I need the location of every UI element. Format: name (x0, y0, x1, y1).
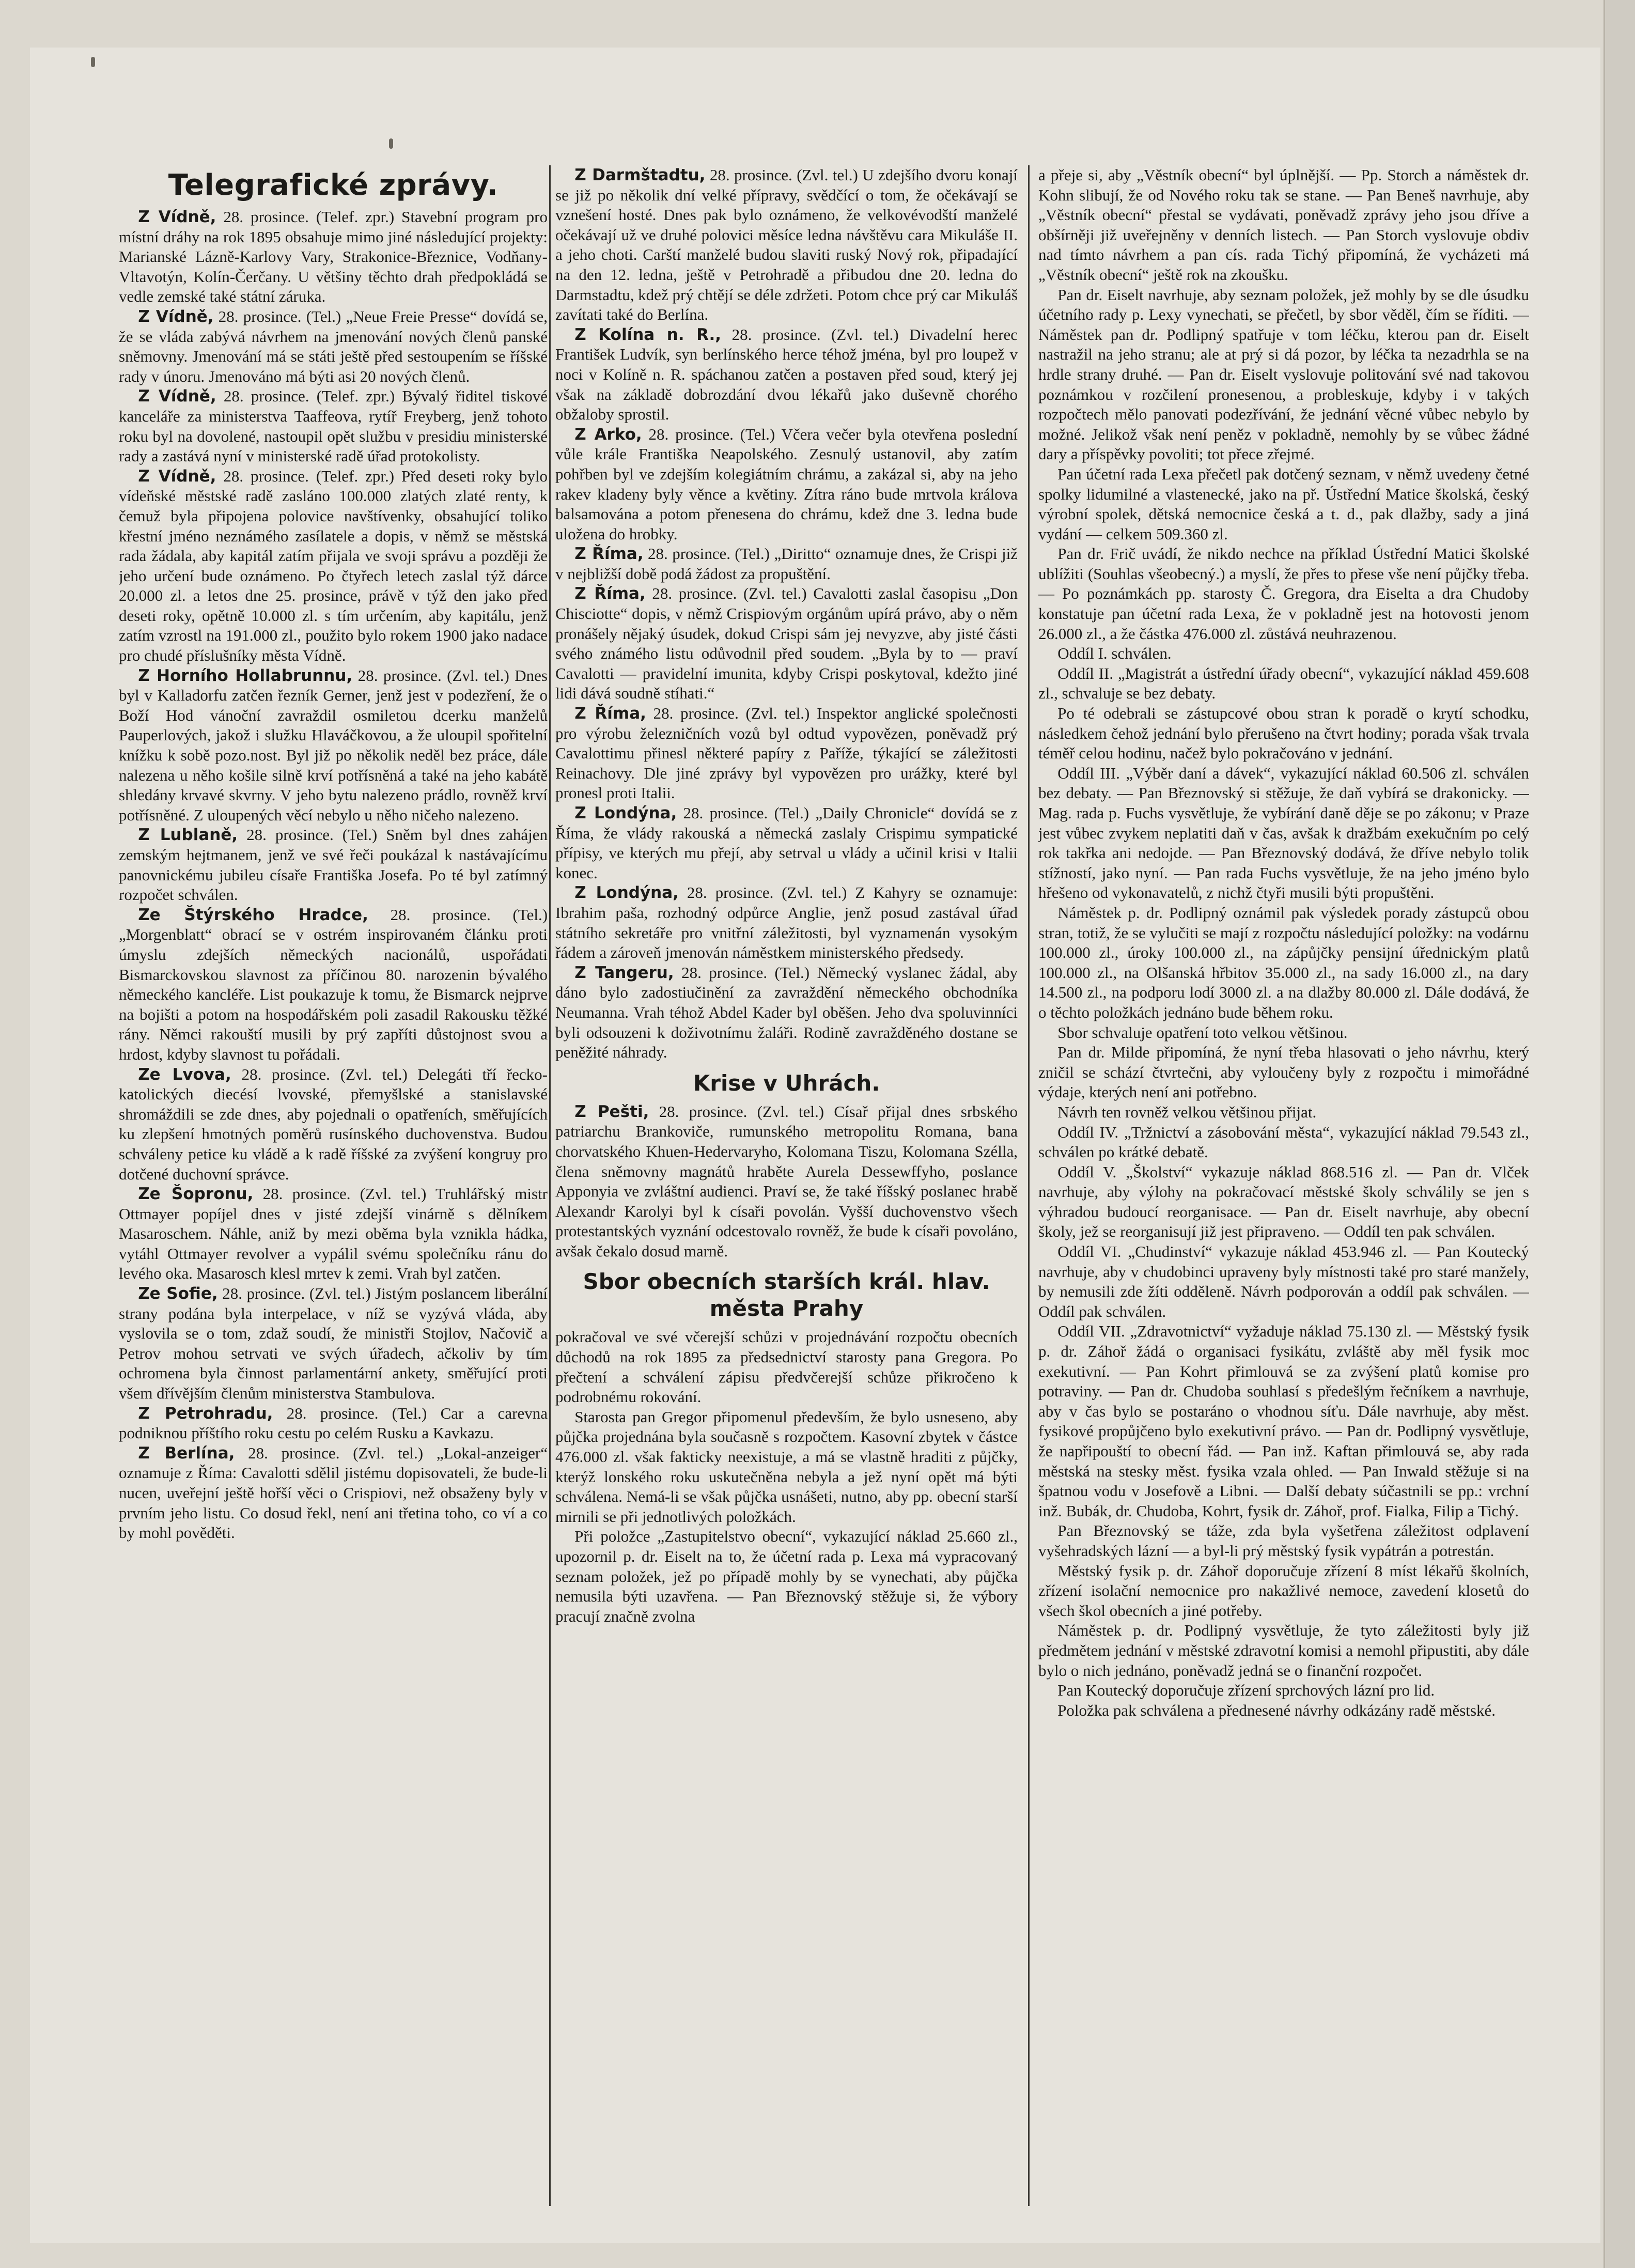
dateline: Ze Lvova, (138, 1065, 231, 1084)
column-right (1038, 165, 1529, 2206)
telegram-item (119, 905, 548, 1065)
telegram-text: 28. prosince. (Tel.) „Morgenblatt“ obrací se v ostrém inspirovaném článku proti úmyslu zdejších německých nacionálů, uspořádati Bismarckovskou slavnost za příčinou 80. narozenin bývalého německého kancléře. List poukazuje k tomu, že Bismarck nejprve na bojišti a potom na hospodářském poli zasadil Rakousku těžké rány. Němci rakouští musili by prý zapříti důstojnost svou a hrdost, kdyby slavnost tu pořádali. (119, 905, 548, 1063)
paragraph: Oddíl V. „Školství“ vykazuje náklad 868.516 zl. — Pan dr. Vlček navrhuje, aby výlohy na pokračovací městské školy schválily se jen s výhradou budoucí reorganisace. — Pan dr. Eiselt navrhuje, aby obecní školy, jež se reorganisují již jest připraveno. — Oddíl ten pak schválen. (1038, 1162, 1529, 1241)
telegram-item (555, 325, 1018, 425)
section-body (555, 1102, 1018, 1262)
telegram-list (119, 207, 548, 1543)
telegram-text: 28. prosince. (Telef. zpr.) Před deseti roky bylo vídeňské městské radě zasláno 100.000 zlatých zlaté renty, k čemuž byla připojena polovice navštívenky, obsahující toliko křestní jméno neznámého zasílatele a dopis, v němž se městská rada žádala, aby kapitál zatím přijala ve svoji správu a později že jeho určení bude oznámeno. Po čtyřech letech zaslal týž dárce 20.000 zl. a letos dne 25. prosince, právě v týž den jako před deseti roky, opětně 10.000 zl. s tím určením, aby kapitálu, jenž zatím vzrostl na 191.000 zl., použito bylo rokem 1900 jako nadace pro chudé příslušníky města Vídně. (119, 467, 548, 665)
dateline: Z Tangeru, (574, 963, 674, 982)
dateline: Z Darmštadtu, (574, 166, 706, 184)
paragraph: Městský fysik p. dr. Záhoř doporučuje zřízení 8 míst lékařů školních, zřízení isolační nemocnice pro nakažlivé nemoce, zavedení klosetů do všech škol obecních a jiné potřeby. (1038, 1561, 1529, 1620)
telegram-item (119, 207, 548, 307)
telegram-item (119, 1404, 548, 1443)
column-middle (555, 165, 1018, 2206)
telegram-item (119, 1184, 548, 1284)
paragraph: Oddíl VII. „Zdravotnictví“ vyžaduje náklad 75.130 zl. — Městský fysik p. dr. Záhoř žádá o organisaci fysikátu, zvláště aby měl fysik moc exekutivní. — Pan Kohrt přimlouvá se za zvýšení platů komise pro potraviny. — Pan dr. Chudoba souhlasí s předešlým řečníkem a navrhuje, aby v čas bylo se postaráno o vhodnou síťu. Dále navrhuje, aby měst. fysikové propůjčeno bylo exekutivní právo. — Pan dr. Podlipný vysvětluje, že napřipouští to obecní řád. — Pan inž. Kaftan přimlouvá se, aby rada městská na stesky měst. fysika vzala ohled. — Pan Inwald stěžuje si na špatnou vodu v Josefově a Libni. — Další debaty súčastnili se pp.: vrchní inž. Bubák, dr. Chudoba, Kohrt, fysik dr. Záhoř, prof. Fialka, Filip a Tichý. (1038, 1322, 1529, 1520)
paragraph: Oddíl IV. „Tržnictví a zásobování města“, vykazující náklad 79.543 zl., schválen po krátké debatě. (1038, 1123, 1529, 1161)
telegram-text: 28. prosince. (Zvl. tel.) Truhlářský mistr Ottmayer popíjel dnes v jisté zdejší vinárně s dělníkem Masaroschem. Náhle, aniž by mezi oběma byla vznikla hádka, vytáhl Ottmayer revolver a vypálil svému společníku ránu do levého oka. Masarosch klesl mrtev k zemi. Vrah byl zatčen. (119, 1185, 548, 1283)
paragraph: Oddíl VI. „Chudinství“ vykazuje náklad 453.946 zl. — Pan Koutecký navrhuje, aby v chudobinci upraveny byly místnosti také pro staré manžely, by nemusili zde žíti odděleně. Návrh podporován a oddíl pak schválen. — Oddíl pak schválen. (1038, 1242, 1529, 1321)
paragraph: Starosta pan Gregor připomenul především, že bylo usneseno, aby půjčka projednána byla současně s rozpočtem. Kasovní zbytek v částce 476.000 zl. však fakticky neexistuje, a má se vlastně hraditi z půjčky, kterýž lonského roku uskutečněna nebyla a jež nyní opět má býti schválena. Nemá-li se však půjčka usnášeti, nutno, aby pp. obecní starší mirnili se při jednotlivých položkách. (555, 1407, 1018, 1526)
telegram-text: 28. prosince. (Zvl. tel.) Cavalotti zaslal časopisu „Don Chisciotte“ dopis, v němž Crispiovým orgánům upírá právo, aby o něm pronášely nějaký úsudek, dokud Crispi sám jej nevyzve, aby jisté části svého známého listu odůvodnil před soudem. „Byla by to — praví Cavalotti — pravidelní imunita, kdyby Crispi poskytoval, kdežto jiné lidi dává soudně stíhati.“ (555, 584, 1018, 703)
dateline: Z Londýna, (574, 883, 679, 903)
dateline: Z Londýna, (574, 804, 677, 822)
dateline: Z Arko, (574, 425, 642, 444)
telegram-text: 28. prosince. (Zvl. tel.) Z Kahyry se oznamuje: Ibrahim paša, rozhodný odpůrce Anglie, jenž posud zastával úřad státního sekretáře pro vnitřní záležitosti, byl vyznamenán vysokým řádem a zároveň jmenován náměstkem ministerského předsedy. (555, 883, 1018, 962)
telegram-item (555, 584, 1018, 704)
telegram-item (555, 1102, 1018, 1262)
telegram-item (555, 425, 1018, 545)
dateline: Z Pešti, (574, 1102, 649, 1121)
dateline: Ze Sofie, (138, 1284, 218, 1303)
dateline: Z Horního Hollabrunnu, (138, 666, 353, 685)
telegram-text: 28. prosince. (Tel.) „Neue Freie Presse“ dovídá se, že se vláda zabývá návrhem na jmenování nových členů panské sněmovny. Jmenování má se státi ještě před sestoupením se říšské rady v únoru. Jmenováno má býti asi 20 nových členů. (119, 307, 548, 385)
paragraph: Pan Koutecký doporučuje zřízení sprchových lázní pro lid. (1057, 1681, 1435, 1700)
paragraph: Po té odebrali se zástupcové obou stran k poradě o krytí schodku, následkem čehož jednání bylo přerušeno na čtvrt hodiny; porada však trvala téměř celou hodinu, načež bylo pokračováno v jednání. (1038, 704, 1529, 763)
paragraph: Při položce „Zastupitelstvo obecní“, vykazující náklad 25.660 zl., upozornil p. dr. Eiselt na to, že účetní rada p. Lexa má vypracovaný seznam položek, jež po případě mohly by se vynechati, aby půjčka nemusila býti uzavřena. — Pan Březnovský stěžuje si, že výbory pracují značně zvolna (555, 1527, 1018, 1625)
telegram-text: 28. prosince. (Tel.) „Diritto“ oznamuje dnes, že Crispi již v nejbližší době podá žádost za propuštění. (555, 545, 1018, 583)
telegram-item (555, 963, 1018, 1063)
section-title: Krise v Uhrách. (693, 1070, 880, 1096)
telegram-text: 28. prosince. (Telef. zpr.) Bývalý řiditel tiskové kanceláře za ministerstva Taaffeova, rytíř Freyberg, jenž tohoto roku byl na dovolené, nastoupil opět službu v presidiu ministerské rady a zastává nyní v ministerské radě úřad protokolisty. (119, 387, 548, 465)
paragraph: Náměstek p. dr. Podlipný vysvětluje, že tyto záležitosti byly již předmětem jednání v městské zdravotní komisi a nemohl připustiti, aby dále bylo o nich jednáno, poněvadž jedná se o finanční rozpočet. (1038, 1621, 1529, 1680)
paragraph: Pan dr. Milde připomíná, že nyní třeba hlasovati o jeho návrhu, který zničil se schází čtvrtečni, aby vyloučeny byly z rozpočtu i mimořádné výdaje, kterých není ani potřebno. (1038, 1043, 1529, 1101)
section-body (555, 1327, 1018, 1626)
print-speck (389, 138, 393, 149)
paragraph: Oddíl III. „Výběr daní a dávek“, vykazující náklad 60.506 zl. schválen bez debaty. — Pan Březnovský si stěžuje, že daň vybírá se drakonicky. — Mag. rada p. Fuchs vysvětluje, že vybírání daně děje se po zákonu; v Praze jest vůbec zvykem neplatiti daň v čas, avšak k dražbám exekučním po celý rok takřka ani nedojde. — Pan Březnovský dodává, že dříve nebylo tolik stížností, jako nyní. — Pan rada Fuchs vysvětluje, že na jeho jméno bylo hřešeno od vykonavatelů, z nichž čtyři musili býti propuštěni. (1038, 764, 1529, 902)
telegram-text: 28. prosince. (Tel.) Včera večer byla otevřena poslední vůle krále Františka Neapolského. Zesnulý ustanovil, aby zatím pohřben byl ve zdejším kolegiátním chrámu, a zakázal si, aby na jeho rakev kladeny byly věnce a květiny. Zítra ráno bude mrtvola králova balsamována a potom přenesena do chrámu, kdež dne 3. ledna bude uložena do hrobky. (555, 425, 1018, 543)
page-title: Telegrafické zprávy. (168, 168, 499, 202)
dateline: Z Petrohradu, (138, 1404, 273, 1423)
paragraph: Náměstek p. dr. Podlipný oznámil pak výsledek porady zástupců obou stran, totiž, že se vylučiti se mají z rozpočtu následující položky: na vodárnu 100.000 zl., úroky 100.000 zl., na zápůjčky pensijní úřednickým platů 100.000 zl., na Olšanská hřbitov 35.000 zl., na sady 16.000 zl., na dary 14.500 zl., na podporu lodí 3000 zl. a na dlažby 80.000 zl. Dále dodává, že o těchto položkách jednáno bude během roku. (1038, 903, 1529, 1021)
telegram-text: 28. prosince. (Tel.) Německý vyslanec žádal, aby dáno bylo zadostiučinění za zavraždění německého obchodníka Neumanna. Vrah téhož Abdel Kader byl oběšen. Jeho dva spoluvinníci byli odsouzeni k doživotnímu žaláři. Rodině zavražděného dostane se peněžité náhrady. (555, 963, 1018, 1062)
telegram-text: 28. prosince. (Zvl. tel.) Jistým poslancem liberální strany podána byla interpelace, v níž se vyzývá vláda, aby vyslovila se o tom, zdaž soudí, že ministři Stojlov, Načovič a Petrov mohou setrvati ve svých úřadech, ačkoliv by tím ochromena byla činnost parlamentární ankety, směřující proti všem dřívějším členům ministerstva Stambulova. (119, 1284, 548, 1403)
paragraph: Sbor schvaluje opatření toto velkou většinou. (1057, 1023, 1348, 1042)
column-rule (549, 165, 551, 2206)
section-title: Sbor obecních starších král. hlav. města Prahy (583, 1269, 990, 1322)
paragraph: Pan Březnovský se táže, zda byla vyšetřena záležitost odplavení vyšehradských lázní — a byl-li prý městský fysik vypátrán a potrestán. (1038, 1521, 1529, 1560)
telegram-text: 28. prosince. (Telef. zpr.) Stavební program pro místní dráhy na rok 1895 obsahuje mimo jiné následující projekty: Marianské Lázně-Karlovy Vary, Strakonice-Březnice, Vodňany-Vltavotýn, Kolín-Čerčany. U většiny těchto drah předpokládá se vedle zemské také státní záruka. (119, 208, 548, 306)
dateline: Z Říma, (574, 584, 646, 603)
paragraph: Pan dr. Eiselt navrhuje, aby seznam položek, jež mohly by se dle úsudku účetního rady p. Lexy vynechati, se přečetl, by sbor věděl, čím se říditi. — Náměstek pan dr. Podlipný spatřuje v tom léčku, kterou pan dr. Eiselt nastražil na jeho stranu; ale at prý si dá pozor, by léčka ta nezadrhla se na hrdle strany druhé. — Pan dr. Eiselt vyslovuje politování své nad takovou poznámkou v rozčilení pronesenou, a probleskuje, kdyby i v takých rozpočtech mělo panovati podezřívání, že jednání věcné vůbec nebylo by možné. Jelikož však není peněz v pokladně, nemohly by se vůbec žádné dary a příspěvky povoliti; tot přece zřejmé. (1038, 285, 1529, 463)
dateline: Ze Šopronu, (138, 1185, 254, 1204)
telegram-text: 28. prosince. (Zvl. tel.) Divadelní herec František Ludvík, syn berlínského herce téhož jména, byl pro loupež v noci v Kolíně n. R. spáchanou zatčen a postaven před soud, který jej však na základě dobrozdání dvou lékařů jako duševně chorého obžaloby sprostil. (555, 325, 1018, 424)
dateline: Z Vídně, (138, 208, 216, 226)
telegram-item (119, 1443, 548, 1543)
telegram-text: 28. prosince. (Zvl. tel.) Dnes byl v Kalladorfu zatčen řezník Gerner, jenž jest v podezření, že o Boží Hod vánoční zavraždil osmiletou dcerku manželů Pauperlových, jakož i služku Hlaváčkovou, a že uloupil spořitelní knížku k sobě pozo.nost. Byl již po několik neděl bez práce, dále nalezena u něho košile silně krví potřísněná a také na jeho kabátě shledány krvavé skvrny. V jeho bytu nalezeno prádlo, rovněž krví potřísněné. Z uloupených věcí nebylo u něho ničeho nalezeno. (119, 666, 548, 824)
telegram-item (555, 165, 1018, 325)
telegram-item (119, 825, 548, 905)
telegram-text: 28. prosince. (Zvl. tel.) „Lokal-anzeiger“ oznamuje z Říma: Cavalotti sdělil jistému dopisovateli, že bude-li nucen, uveřejní ještě hořší věci o Crispiovi, než obsaženy byly v prvním jeho listu. Co dosud řekl, není ani třetina toho, co ví a co by mohl pověděti. (119, 1443, 548, 1542)
dateline: Z Říma, (574, 704, 646, 723)
dateline: Z Vídně, (138, 387, 216, 406)
telegram-text: 28. prosince. (Zvl. tel.) Inspektor anglické společnosti pro výrobu železničních vozů byl odtud vypovězen, poněvadž prý Cavalottimu přinesl některé papíry z Paříže, týkající se záležitosti Reinachovy. Dle jiné zprávy byl vypovězen pro urážky, které byl pronesl proti Italii. (555, 704, 1018, 802)
telegram-item (555, 803, 1018, 883)
telegram-item (119, 666, 548, 826)
paragraph: Pan dr. Frič uvádí, že nikdo nechce na příklad Ústřední Matici školské ublížiti (Souhlas všeobecný.) a myslí, že přes to přese vše není půjčky třeba. — Po poznámkách pp. starosty Č. Gregora, dra Eiselta a dra Chudoby konstatuje pan účetní rada Lexa, že v pokladně jest na hotovosti jenom 26.000 zl., a že částka 476.000 zl. zůstává neuhrazenou. (1038, 545, 1529, 643)
paragraph: Položka pak schválena a přednesené návrhy odkázány radě městské. (1057, 1701, 1496, 1719)
paragraph: Oddíl I. schválen. (1057, 644, 1172, 663)
dateline: Z Říma, (574, 545, 644, 564)
telegram-item (555, 544, 1018, 584)
dateline: Ze Štýrského Hradce, (138, 905, 368, 924)
telegram-item (119, 1065, 548, 1185)
telegram-item (119, 1284, 548, 1404)
paragraph: a přeje si, aby „Věstník obecní“ byl úplnější. — Pp. Storch a náměstek dr. Kohn slibují, že od Nového roku tak se stane. — Pan Beneš navrhuje, aby „Věstník obecní“ přestal se vydávati, poněvadž zprávy jeho jsou dříve a obšírněji již uveřejněny v denních listech. — Pan Storch vyslovuje obdiv nad tímto návrhem a pan cís. rada Tichý připomíná, že vycházeti má „Věstník obecní“ ještě rok na zkoušku. (1038, 166, 1529, 284)
paragraph: Pan účetní rada Lexa přečetl pak dotčený seznam, v němž uvedeny četné spolky lidumilné a vlastenecké, jako na př. Ústřední Matice školská, český výrobní spolek, dětská nemocnice česká a t. d., pak dlažby, sady a jiná vydání — celkem 509.360 zl. (1038, 464, 1529, 543)
telegram-text: 28. prosince. (Zvl. tel.) Císař přijal dnes srbského patriarchu Brankoviče, rumunského metropolitu Romana, bana chorvatského Khuen-Hedervaryho, Kolomana Tiszu, Kolomana Szélla, člena sněmovny magnátů hraběte Aurela Dessewffyho, poslance Apponyia ve zvláštní audienci. Praví se, že také říšský poslanec hrabě Alexandr Karolyi byl k císaři povolán. Vyšší duchovenstvo všech protestantských vyznání odcestovalo rovněž, že bude k císaři povoláno, avšak čekalo dosud marně. (555, 1102, 1018, 1260)
column-rule (1028, 165, 1030, 2206)
telegram-item (119, 307, 548, 386)
telegram-text: 28. prosince. (Zvl. tel.) U zdejšího dvoru konají se již po několik dní velké přípravy, svědčící o tom, že očekávají se vznešení hosté. Dnes pak bylo oznámeno, že velkovévodští manželé očekávají už ve druhé polovici měsíce ledna návštěvu cara Mikuláše II. a jeho choti. Carští manželé budou slaviti ruský Nový rok, připadající na den 12. ledna, ještě v Petrohradě a přibudou dne 20. ledna do Darmstadtu, kdež prý chtějí se déle zdržeti. Potom chce prý car Mikuláš zavítati také do Berlína. (555, 166, 1018, 324)
telegram-text: 28. prosince. (Tel.) „Daily Chronicle“ dovídá se z Říma, že vlády rakouská a německá zaslaly Crispimu sympatické přípisy, ve kterých mu přejí, aby setrval u vlády a učinil krisi v Italii konec. (555, 804, 1018, 882)
scan-edge (1603, 0, 1635, 2268)
telegram-text: 28. prosince. (Tel.) Sněm byl dnes zahájen zemským hejtmanem, jenž ve své řeči poukázal k nastávajícímu panovnickému jubileu císaře Františka Josefa. Po té byl zatímný rozpočet schválen. (119, 826, 548, 904)
paragraph: Oddíl II. „Magistrát a ústřední úřady obecní“, vykazující náklad 459.608 zl., schvaluje se bez debaty. (1038, 664, 1529, 703)
telegram-item (555, 704, 1018, 803)
dateline: Z Lublaně, (138, 826, 238, 845)
print-speck (91, 57, 95, 67)
telegram-text: 28. prosince. (Zvl. tel.) Delegáti tří řecko-katolických diecésí lvovské, přemyšlské a stanislavské shromáždili se zde dnes, aby pojednali o opatřeních, směřujících ku zlepšení hmotných poměrů rusínského duchovenstva. Budou schváleny petice ku vládě a k radě říšské za zvýšení kongruy pro dotčené duchovní správce. (119, 1065, 548, 1183)
dateline: Z Vídně, (138, 467, 216, 486)
telegram-text: 28. prosince. (Tel.) Car a carevna podniknou příštího roku cestu po celém Rusku a Kavkazu. (119, 1404, 548, 1442)
dateline: Z Kolína n. R., (574, 325, 722, 344)
telegram-item (119, 467, 548, 666)
telegram-item (555, 883, 1018, 962)
dateline: Z Berlína, (138, 1443, 235, 1463)
telegram-list (555, 165, 1018, 1063)
paragraph: pokračoval ve své včerejší schůzi v projednávání rozpočtu obecních důchodů na rok 1895 za předsednictví starosty pana Gregora. Po přečtení a schválení zápisu předvčerejší schůze přikročeno k podrobnému rokování. (555, 1328, 1018, 1406)
column-left (119, 165, 548, 2206)
dateline: Z Vídně, (138, 307, 214, 326)
telegram-item (119, 386, 548, 466)
paragraph: Návrh ten rovněž velkou většinou přijat. (1057, 1102, 1317, 1121)
article-body (1038, 165, 1529, 1720)
